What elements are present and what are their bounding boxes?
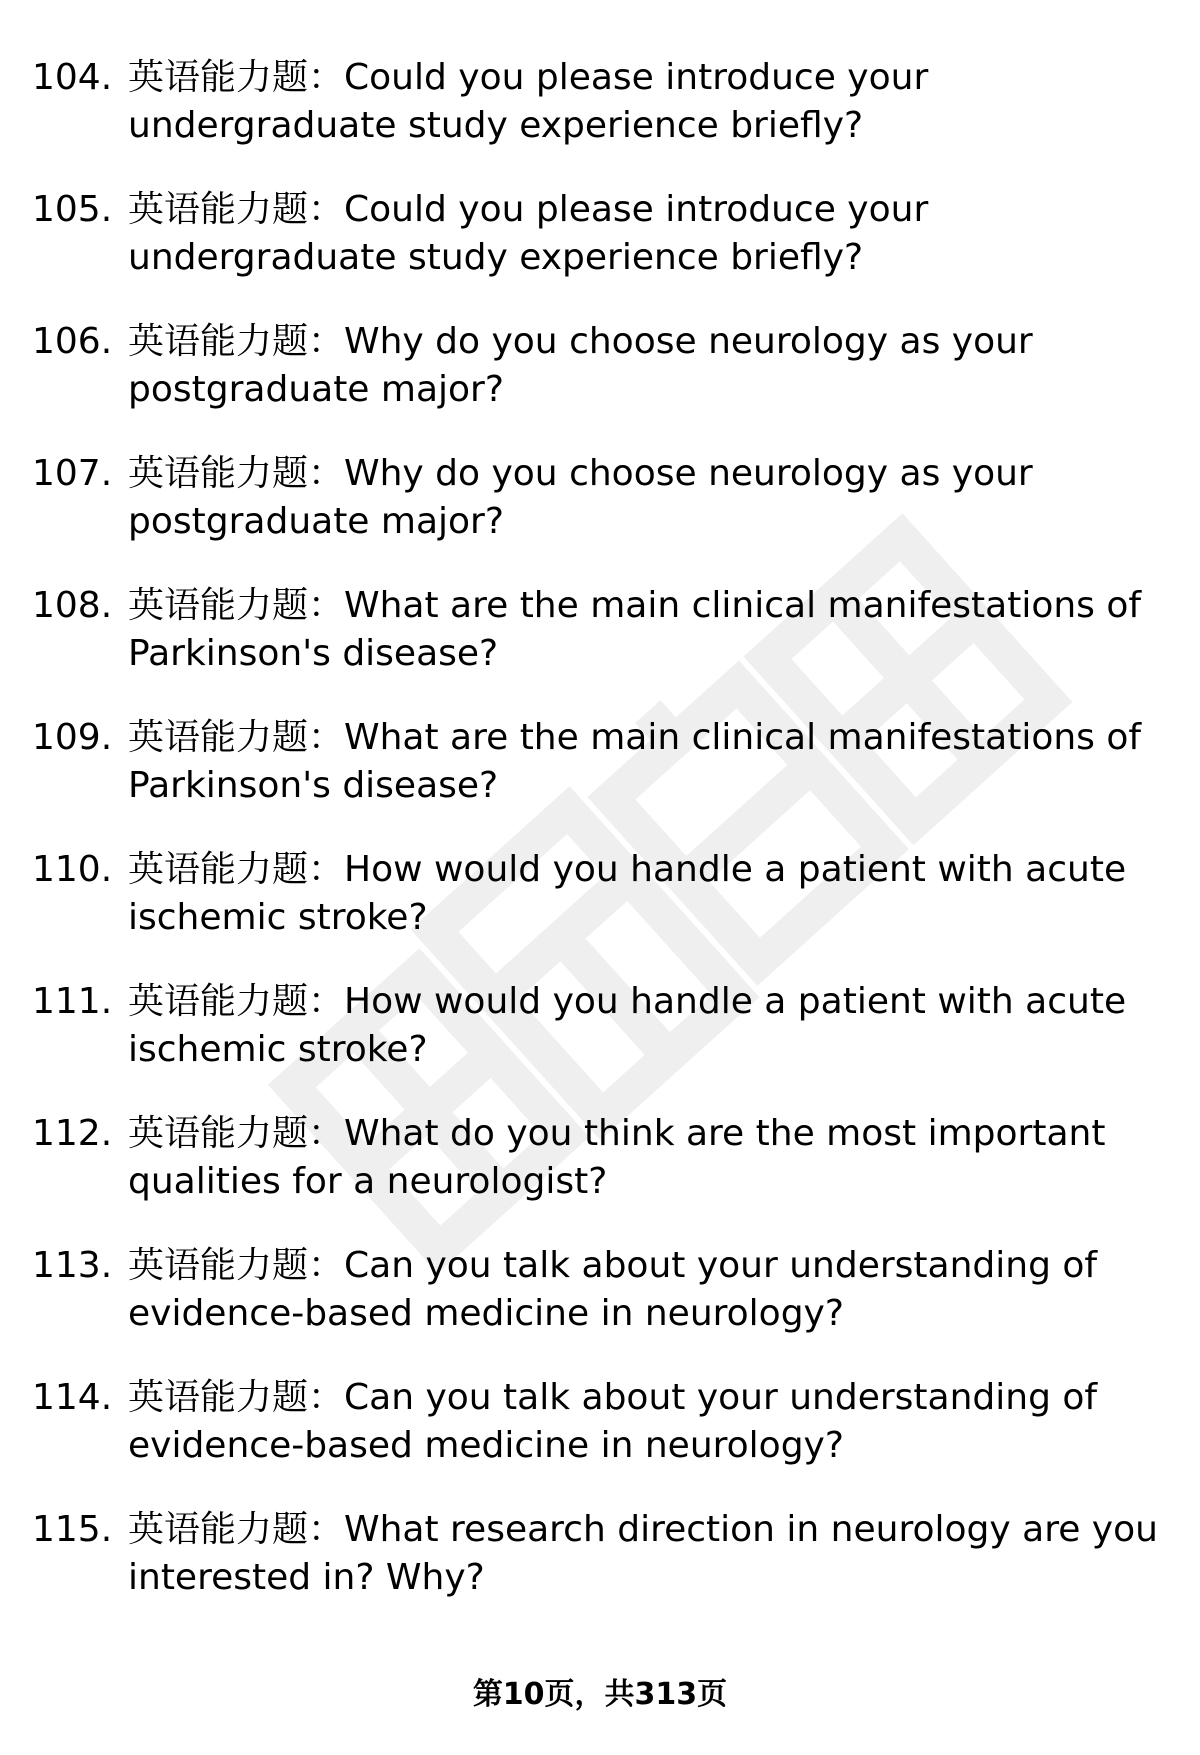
question-line: 英语能力题：How would you handle a patient with acute xyxy=(128,849,1127,890)
question-number: 112. xyxy=(32,1113,113,1154)
question-line: ischemic stroke? xyxy=(128,1029,428,1070)
question-number: 110. xyxy=(32,849,113,890)
question-line: evidence-based medicine in neurology? xyxy=(128,1425,844,1466)
question-text xyxy=(128,318,1168,414)
question-line: 英语能力题：What research direction in neurology are you xyxy=(128,1509,1158,1550)
question-line: postgraduate major? xyxy=(128,501,504,542)
question-number: 113. xyxy=(32,1245,113,1286)
question-line: 英语能力题：What are the main clinical manifestations of xyxy=(128,585,1142,626)
question-line: 英语能力题：Why do you choose neurology as your xyxy=(128,453,1033,494)
question-number: 107. xyxy=(32,453,113,494)
question-line: 英语能力题：Can you talk about your understanding of xyxy=(128,1377,1098,1418)
question-text xyxy=(128,714,1168,810)
question-text xyxy=(128,450,1168,546)
question-line: undergraduate study experience briefly? xyxy=(128,237,864,278)
question-number: 115. xyxy=(32,1509,113,1550)
question-number: 114. xyxy=(32,1377,113,1418)
question-line: postgraduate major? xyxy=(128,369,504,410)
question-number: 104. xyxy=(32,57,113,98)
question-text xyxy=(128,54,1168,150)
question-text xyxy=(128,978,1168,1074)
question-line: interested in? Why? xyxy=(128,1557,485,1598)
question-line: 英语能力题：How would you handle a patient with acute xyxy=(128,981,1127,1022)
question-text xyxy=(128,582,1168,678)
question-line: ischemic stroke? xyxy=(128,897,428,938)
question-line: 英语能力题：Can you talk about your understanding of xyxy=(128,1245,1098,1286)
question-line: 英语能力题：What are the main clinical manifestations of xyxy=(128,717,1142,758)
question-text xyxy=(128,846,1168,942)
question-text xyxy=(128,1242,1168,1338)
question-number: 108. xyxy=(32,585,113,626)
question-line: Parkinson's disease? xyxy=(128,633,499,674)
question-line: qualities for a neurologist? xyxy=(128,1161,608,1202)
question-number: 109. xyxy=(32,717,113,758)
question-line: Parkinson's disease? xyxy=(128,765,499,806)
page-footer: 第10页，共313页 xyxy=(472,1677,728,1712)
question-number: 106. xyxy=(32,321,113,362)
question-text xyxy=(128,1506,1168,1602)
question-text xyxy=(128,1110,1168,1206)
question-number: 105. xyxy=(32,189,113,230)
question-line: 英语能力题：What do you think are the most important xyxy=(128,1113,1106,1154)
question-line: 英语能力题：Could you please introduce your xyxy=(128,189,929,230)
question-text xyxy=(128,1374,1168,1470)
question-number: 111. xyxy=(32,981,113,1022)
question-line: 英语能力题：Could you please introduce your xyxy=(128,57,929,98)
question-text xyxy=(128,186,1168,282)
question-line: 英语能力题：Why do you choose neurology as your xyxy=(128,321,1033,362)
question-line: evidence-based medicine in neurology? xyxy=(128,1293,844,1334)
question-line: undergraduate study experience briefly? xyxy=(128,105,864,146)
